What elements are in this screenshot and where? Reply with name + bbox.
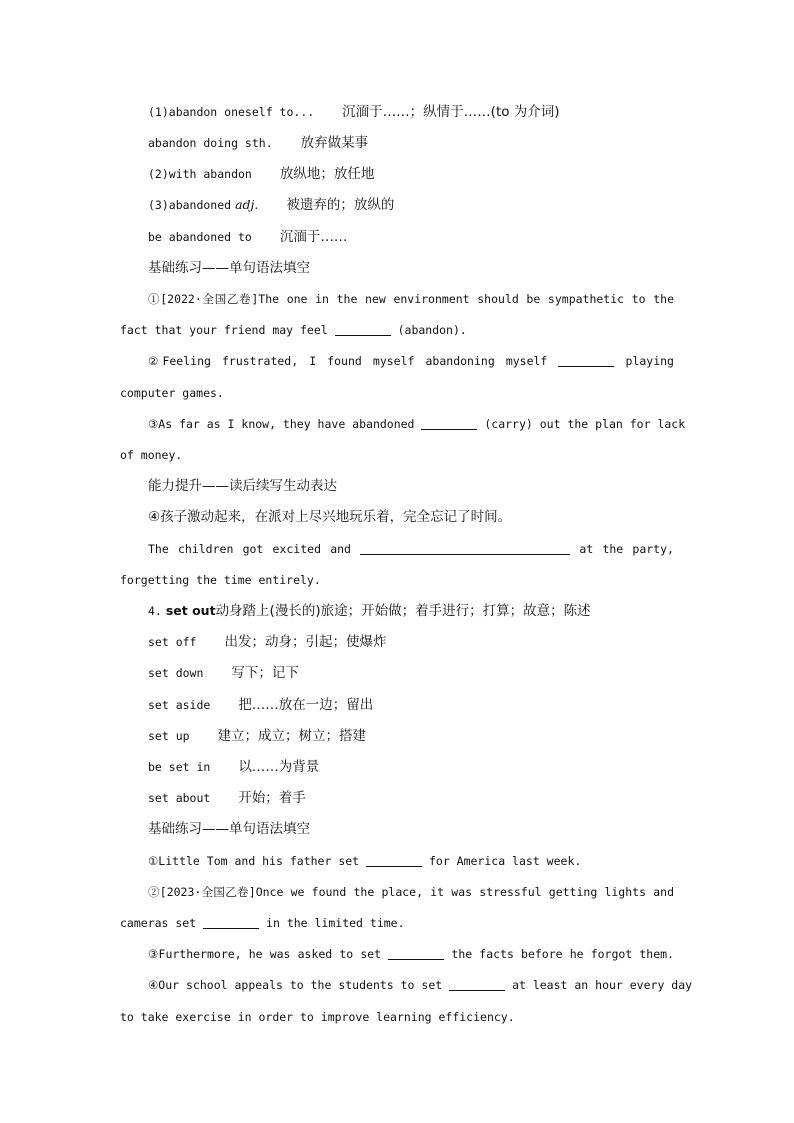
writing-4-line-2: forgetting the time entirely. xyxy=(120,573,321,587)
set-out-heading xyxy=(148,601,674,621)
exercise-3-line-1 xyxy=(148,414,686,434)
answer-blank[interactable] xyxy=(558,354,614,367)
exercise-2-line-1: ②[2023·全国乙卷]Once we found the place, it was stressful getting lights and xyxy=(148,885,674,899)
exercise-text: ③As far as I know, they have abandoned xyxy=(148,417,415,431)
phrase-en: be set in xyxy=(148,760,211,774)
phrase-set-up xyxy=(148,726,674,746)
phrase-en: (1)abandon oneself to... xyxy=(148,105,315,119)
abandon-oneself-line xyxy=(148,102,674,122)
phrase-en: set down xyxy=(148,666,204,680)
exercise-text: cameras set xyxy=(120,916,197,930)
part-of-speech: adj. xyxy=(235,197,259,212)
exercise-3-line xyxy=(148,944,674,964)
phrase-en: be abandoned to xyxy=(148,230,252,244)
phrase-cn: 把……放在一边；留出 xyxy=(238,697,374,713)
exercise-2-line-1 xyxy=(148,351,674,371)
answer-blank[interactable] xyxy=(388,947,444,960)
answer-blank[interactable] xyxy=(366,854,422,867)
abandon-doing-line xyxy=(148,133,674,153)
phrase-set-down xyxy=(148,663,674,683)
phrase-en: (3)abandoned xyxy=(148,198,232,212)
exercise-text: The children got excited and xyxy=(148,542,351,556)
phrase-cn: 出发；动身；引起；使爆炸 xyxy=(224,634,387,650)
answer-blank[interactable] xyxy=(203,916,259,929)
exercise-text: ③Furthermore, he was asked to set xyxy=(148,947,382,961)
exercise-text: ①Little Tom and his father set xyxy=(148,854,360,868)
answer-blank[interactable] xyxy=(449,978,505,991)
exercise-text: (carry) out the plan for lack xyxy=(484,417,686,431)
exercise-2-line-2: computer games. xyxy=(120,386,224,400)
exercise-text: at least an hour every day xyxy=(512,978,693,992)
exercise-1-line xyxy=(148,851,674,871)
phrase-cn: 沉湎于…… xyxy=(279,229,348,245)
phrase-cn: 被遗弃的；放纵的 xyxy=(286,197,395,213)
phrase-en: (2)with abandon xyxy=(148,167,252,181)
practice-heading: 基础练习——单句语法填空 xyxy=(148,821,310,837)
exercise-text: (abandon). xyxy=(397,323,467,337)
phrase-set-about xyxy=(148,788,674,808)
phrase-set-aside xyxy=(148,695,674,715)
phrase-cn: 沉湎于……；纵情于……(to 为介词) xyxy=(342,104,560,120)
exercise-text: ④Our school appeals to the students to set xyxy=(148,978,443,992)
phrase-en: abandon doing sth. xyxy=(148,136,273,150)
phrase-cn: 放纵地；放任地 xyxy=(279,166,375,182)
exercise-1-line-2 xyxy=(120,320,674,340)
with-abandon-line xyxy=(148,164,674,184)
exercise-text: in the limited time. xyxy=(266,916,405,930)
phrase-cn: 写下；记下 xyxy=(231,665,299,681)
exercise-1-line-1: ①[2022·全国乙卷]The one in the new environment should be sympathetic to the xyxy=(148,292,674,306)
phrase-cn: 开始；着手 xyxy=(238,790,306,806)
phrase-set-off xyxy=(148,632,674,652)
be-abandoned-to-line xyxy=(148,227,674,247)
answer-blank[interactable] xyxy=(360,542,570,555)
phrase-cn: 建立；成立；树立；搭建 xyxy=(217,728,367,744)
phrase-en: set aside xyxy=(148,698,211,712)
exercise-text: for America last week. xyxy=(428,854,582,868)
phrase-en: set about xyxy=(148,791,211,805)
exercise-4-line-1 xyxy=(148,975,693,995)
headword-meaning: 动身踏上(漫长的)旅途；开始做；着手进行；打算；故意；陈述 xyxy=(215,603,591,619)
item-number: 4. xyxy=(148,604,162,618)
exercise-4-line-2: to take exercise in order to improve learning efficiency. xyxy=(120,1010,515,1024)
writing-heading: 能力提升——读后续写生动表达 xyxy=(148,478,337,494)
practice-heading: 基础练习——单句语法填空 xyxy=(148,260,310,276)
headword: set out xyxy=(165,603,216,618)
phrase-en: set off xyxy=(148,635,197,649)
phrase-cn: 放弃做某事 xyxy=(300,135,369,151)
phrase-cn: 以……为背景 xyxy=(238,759,320,775)
writing-4-line-1 xyxy=(148,539,674,559)
answer-blank[interactable] xyxy=(335,323,391,336)
phrase-en: set up xyxy=(148,729,190,743)
abandoned-adj-line xyxy=(148,195,674,215)
exercise-3-line-2: of money. xyxy=(120,448,183,462)
exercise-text: at the party, xyxy=(579,542,674,556)
exercise-text: fact that your friend may feel xyxy=(120,323,328,337)
exercise-text: ②Feeling frustrated, I found myself abandoning myself xyxy=(148,354,548,368)
phrase-be-set-in xyxy=(148,757,674,777)
answer-blank[interactable] xyxy=(421,417,477,430)
exercise-2-line-2 xyxy=(120,913,674,933)
exercise-text: playing xyxy=(625,354,674,368)
exercise-text: the facts before he forgot them. xyxy=(451,947,674,961)
writing-4-chinese: ④孩子激动起来，在派对上尽兴地玩乐着，完全忘记了时间。 xyxy=(148,509,512,525)
